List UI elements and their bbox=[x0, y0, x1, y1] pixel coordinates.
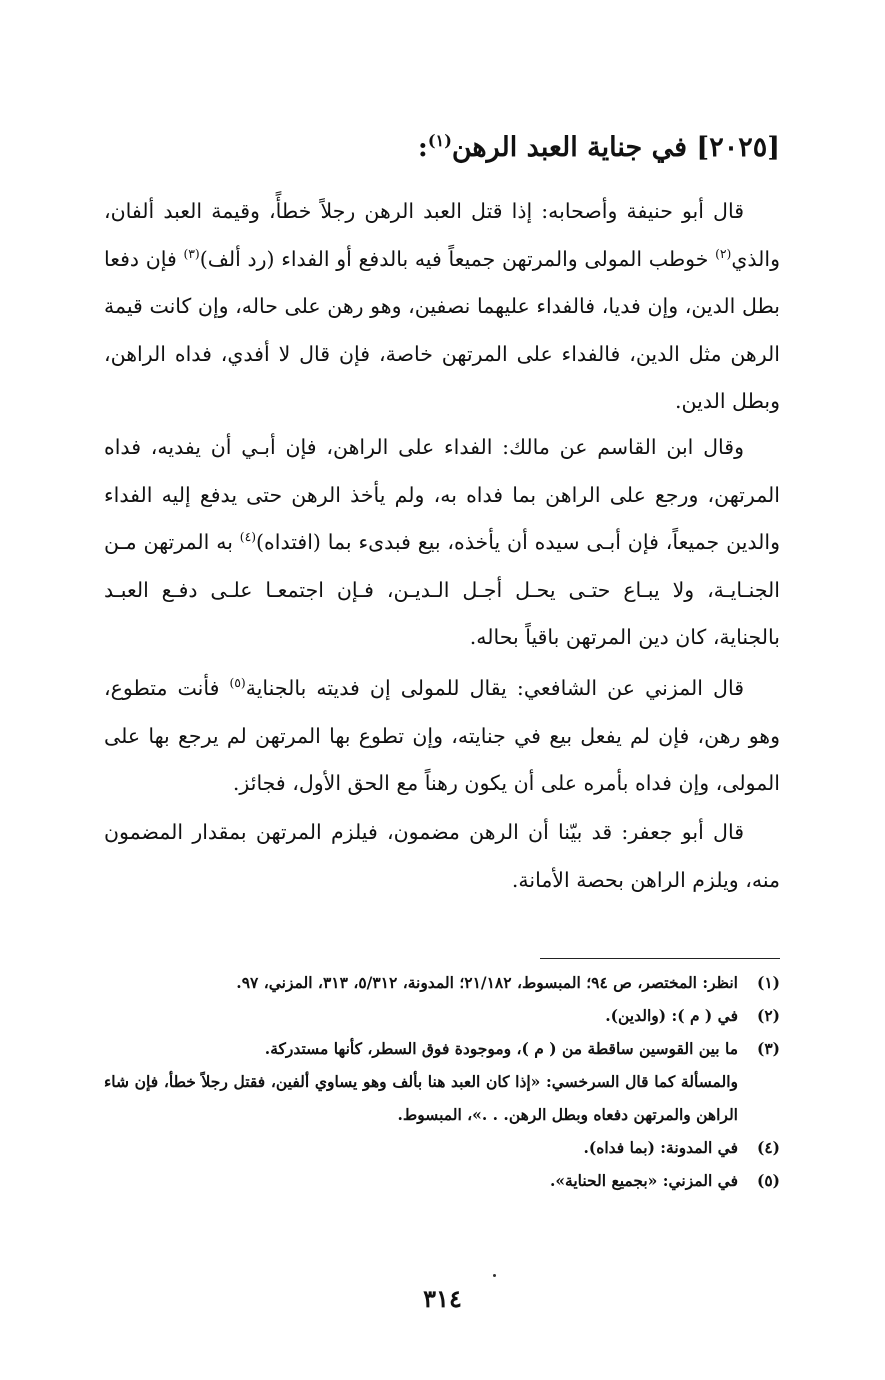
footnote-text: ما بين القوسين ساقطة من ( م )، وموجودة فوق السطر، كأنها مستدركة. bbox=[264, 1039, 738, 1058]
paragraph-text: قال أبو حنيفة وأصحابه: إذا قتل العبد الرهن رجلاً خطأً، وقيمة العبد ألفان، والذي bbox=[104, 199, 780, 271]
paragraph-text: قال المزني عن الشافعي: يقال للمولى إن فديته بالجناية bbox=[245, 676, 744, 700]
footnote-5 bbox=[104, 1164, 780, 1197]
footnote-ref-4[interactable]: (٤) bbox=[239, 530, 257, 545]
footnote-number: (٤) bbox=[756, 1138, 780, 1157]
footnote-3-continuation: والمسألة كما قال السرخسي: «إذا كان العبد هنا بألف وهو يساوي ألفين، فقتل رجلاً خطأ، فإن شاء الراهن والمرتهن دفعاه وبطل الرهن. . .»، المبسوط. bbox=[104, 1072, 738, 1124]
footnote-number: (٢) bbox=[756, 1006, 780, 1025]
section-title: في جناية العبد الرهن bbox=[451, 132, 688, 163]
paragraph-text: فأنت متطوع، وهو رهن، فإن لم يفعل بيع في جنايته، وإن تطوع بها المرتهن لم يرجع بها على المولى، وإن فداه بأمره على أن يكون رهناً مع الحق الأول، فجائز. bbox=[104, 676, 780, 795]
paragraph-text: به المرتهن مـن الجنـايـة، ولا يبـاع حتـى يحـل أجـل الـديـن، فـإن اجتمعـا علـى دفـع العبـد بالجناية، كان دين المرتهن باقياً بحاله. bbox=[104, 530, 780, 649]
footnote-number: (١) bbox=[756, 973, 780, 992]
footnote-3 bbox=[104, 1032, 780, 1065]
footnote-1 bbox=[104, 966, 780, 999]
paragraph-text: خوطب المولى والمرتهن جميعاً فيه بالدفع أو الفداء (رد ألف) bbox=[199, 246, 716, 271]
footnote-2 bbox=[104, 999, 780, 1032]
page-number: ٣١٤ bbox=[423, 1284, 462, 1313]
footnote-text: في ( م ): (والدين). bbox=[605, 1006, 738, 1025]
section-number: [٢٠٢٥] bbox=[696, 132, 780, 163]
footnote-4 bbox=[104, 1131, 780, 1164]
paragraph-text: وقال ابن القاسم عن مالك: الفداء على الراهن، فإن أبـي أن يفديه، فداه المرتهن، ورجع على الراهن بما فداه به، ولم يأخذ الرهن حتى يدفع إليه الفداء والدين جميعاً، فإن أبـى سيده أن يأخذه، بيع فبدىء بما (افتداه) bbox=[104, 435, 780, 554]
heading-colon: : bbox=[417, 132, 428, 163]
footnote-ref-3[interactable]: (٣) bbox=[183, 246, 200, 261]
section-heading bbox=[100, 128, 780, 168]
footnote-separator bbox=[540, 958, 780, 959]
print-speck bbox=[493, 1274, 496, 1277]
footnote-text: في المزني: «بجميع الحناية». bbox=[549, 1171, 738, 1190]
paragraph-abu-jafar bbox=[104, 809, 780, 904]
footnote-text: في المدونة: (بما فداه). bbox=[583, 1138, 738, 1157]
footnote-ref-5[interactable]: (٥) bbox=[229, 676, 246, 691]
footnote-ref-1[interactable]: (١) bbox=[427, 131, 452, 150]
footnote-number: (٣) bbox=[756, 1039, 780, 1058]
footnote-text: انظر: المختصر، ص ٩٤؛ المبسوط، ٢١/١٨٢؛ المدونة، ٥/٣١٢، ٣١٣، المزني، ٩٧. bbox=[236, 973, 738, 992]
footnote-ref-2[interactable]: (٢) bbox=[715, 246, 732, 261]
paragraph-al-muzani bbox=[104, 665, 780, 808]
paragraph-text: قال أبو جعفر: قد بيّنا أن الرهن مضمون، فيلزم المرتهن بمقدار المضمون منه، ويلزم الراهن بحصة الأمانة. bbox=[104, 820, 780, 892]
footnote-number: (٥) bbox=[756, 1171, 780, 1190]
paragraph-ibn-al-qasim bbox=[104, 424, 780, 662]
paragraph-text: فإن دفعا بطل الدين، وإن فديا، فالفداء عليهما نصفين، وهو رهن على حاله، وإن كانت قيمة الرهن مثل الدين، فالفداء على المرتهن خاصة، فإن قال لا أفدي، فداه الراهن، وبطل الدين. bbox=[104, 246, 780, 413]
paragraph-abu-hanifa bbox=[104, 188, 780, 426]
footnotes bbox=[104, 966, 780, 1197]
